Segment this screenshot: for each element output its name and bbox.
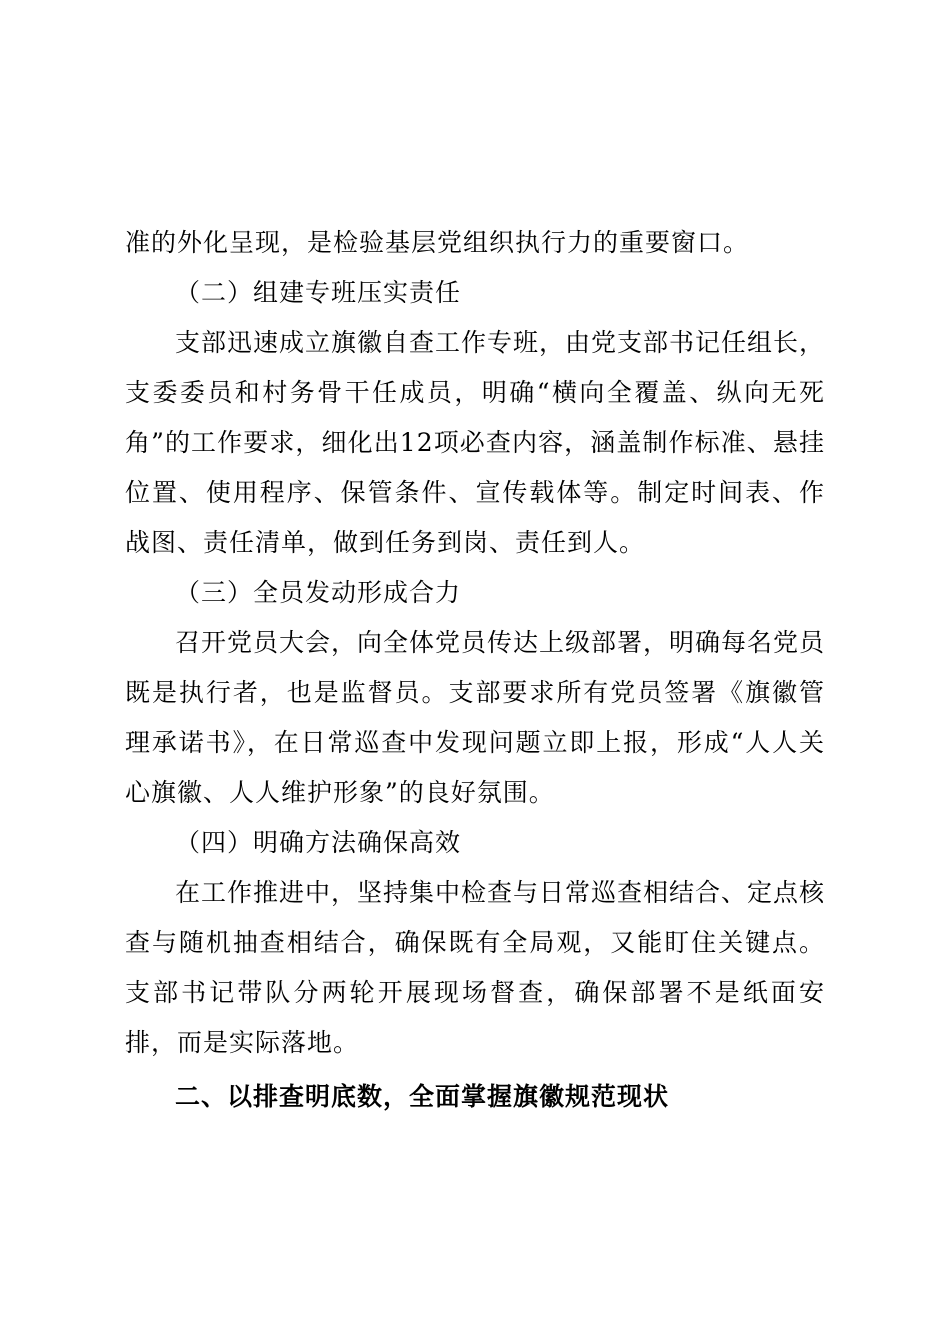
document-body [125,218,825,1122]
paragraph-methods: 在工作推进中，坚持集中检查与日常巡查相结合、定点核查与随机抽查相结合，确保既有全局观，又能盯住关键点。支部书记带队分两轮开展现场督查，确保部署不是纸面安排，而是实际落地。 [125,878,826,1057]
subheading-3: （三）全员发动形成合力 [175,578,462,607]
paragraph-task-force: 支部迅速成立旗徽自查工作专班，由党支部书记任组长，支委委员和村务骨干任成员，明确“横向全覆盖、纵向无死角”的工作要求，细化出12项必查内容，涵盖制作标准、悬挂位置、使用程序、保管条件、宣传载体等。制定时间表、作战图、责任清单，做到任务到岗、责任到人。 [125,328,826,557]
paragraph-mobilization: 召开党员大会，向全体党员传达上级部署，明确每名党员既是执行者，也是监督员。支部要求所有党员签署《旗徽管理承诺书》，在日常巡查中发现问题立即上报，形成“人人关心旗徽、人人维护形象”的良好氛围。 [125,628,826,807]
subheading-2: （二）组建专班压实责任 [175,278,462,307]
paragraph-continued: 准的外化呈现，是检验基层党组织执行力的重要窗口。 [125,228,750,257]
subheading-4: （四）明确方法确保高效 [175,828,462,857]
section-heading-2: 二、以排查明底数，全面掌握旗徽规范现状 [175,1082,670,1111]
